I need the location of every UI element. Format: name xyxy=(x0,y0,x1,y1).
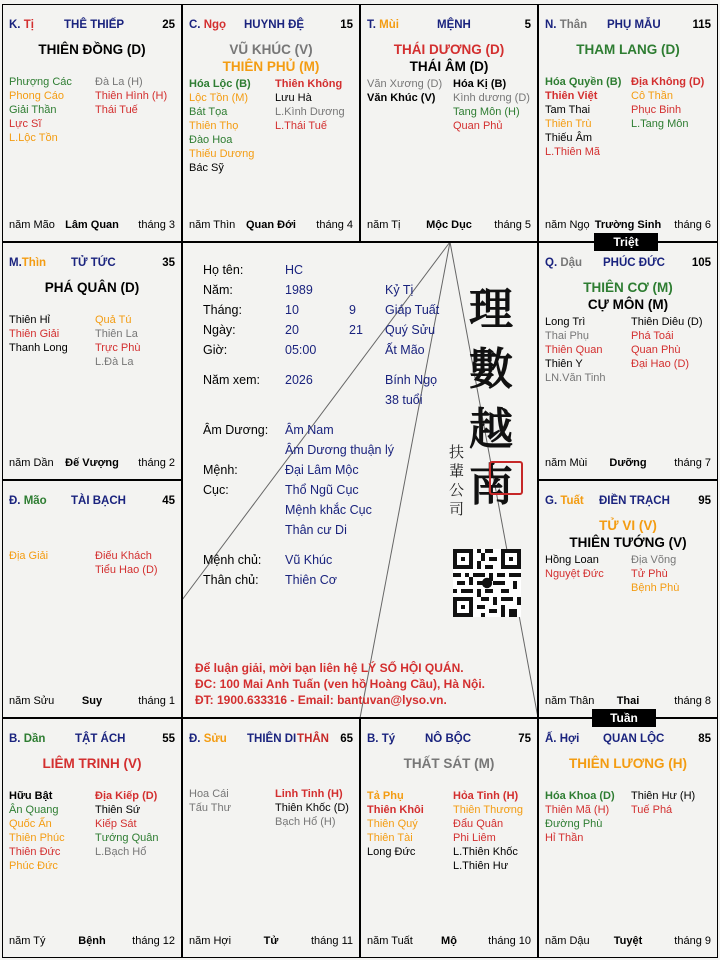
right-stars xyxy=(453,789,523,873)
minor-star: Thiên Khôi xyxy=(367,804,424,816)
qr-code[interactable] xyxy=(453,549,521,617)
minor-star: Thiên Hư (H) xyxy=(631,790,696,802)
palace-footer xyxy=(545,457,711,471)
minor-star: Tướng Quân xyxy=(95,832,159,844)
minor-star: Phục Binh xyxy=(631,104,682,116)
minor-star: Bác Sỹ xyxy=(189,162,224,174)
triet-tag: Triệt xyxy=(594,233,658,251)
minor-star: Tang Môn (H) xyxy=(453,106,520,118)
minor-star: Thiên Y xyxy=(545,358,583,370)
minor-star: Thiên La xyxy=(95,328,138,340)
contact-line-1: Để luận giải, mời bạn liên hệ LÝ SỐ HỘI QUÁN. xyxy=(195,661,464,675)
minor-star: Đào Hoa xyxy=(189,134,233,146)
palace-year: năm Tuất xyxy=(367,935,413,947)
palace-month: tháng 3 xyxy=(138,219,175,231)
minor-star: Thanh Long xyxy=(9,342,68,354)
main-stars xyxy=(539,41,717,58)
right-stars xyxy=(631,789,695,817)
palace-footer xyxy=(9,457,175,471)
minor-star: L.Thái Tuế xyxy=(275,120,327,132)
minor-star: Long Trì xyxy=(545,316,586,328)
minor-star: Thiên Trù xyxy=(545,118,592,130)
palace-footer xyxy=(367,219,531,233)
palace-year: năm Ngọ xyxy=(545,219,590,231)
palace-stage: Tử xyxy=(263,935,279,947)
palace-footer xyxy=(9,695,175,709)
minor-star: Đại Hao (D) xyxy=(631,358,690,370)
minor-star: Hỏa Tinh (H) xyxy=(453,790,519,802)
palace-month: tháng 8 xyxy=(674,695,711,707)
minor-star: Tả Phụ xyxy=(367,790,404,802)
minor-star: Phá Toái xyxy=(631,330,674,342)
minor-star: Phượng Các xyxy=(9,76,72,88)
minor-star: Tam Thai xyxy=(545,104,591,116)
minor-star: Cô Thần xyxy=(631,90,673,102)
main-star: THẤT SÁT (M) xyxy=(403,756,495,771)
left-stars xyxy=(189,787,231,815)
minor-star: Thiên Sứ xyxy=(95,804,141,816)
contact-address: ĐC: 100 Mai Anh Tuấn (ven hồ Hoàng Cầu), Hà Nội. xyxy=(195,677,486,691)
main-star: TỬ VI (V) xyxy=(599,518,657,533)
minor-star: L.Bạch Hổ xyxy=(95,846,147,858)
palace-stage: Dưỡng xyxy=(609,457,647,469)
right-stars xyxy=(453,77,530,133)
minor-star: Điếu Khách xyxy=(95,550,152,562)
minor-star: Thiên Diêu (D) xyxy=(631,316,703,328)
right-stars xyxy=(95,789,159,859)
palace-footer xyxy=(9,219,175,233)
palace-month: tháng 10 xyxy=(488,935,531,947)
palace-month: tháng 6 xyxy=(674,219,711,231)
minor-star: Hóa Khoa (D) xyxy=(545,790,615,802)
minor-star: Bệnh Phù xyxy=(631,582,680,594)
main-star: LIÊM TRINH (V) xyxy=(42,756,142,771)
minor-star: Bát Tọa xyxy=(189,106,228,118)
palace-year: năm Dậu xyxy=(545,935,590,947)
minor-star: Thiên Hỉ xyxy=(9,314,50,326)
main-stars xyxy=(3,41,181,58)
minor-star: Văn Xương (D) xyxy=(367,78,443,90)
minor-star: LN.Văn Tinh xyxy=(545,372,606,384)
main-star: THÁI DƯƠNG (D) xyxy=(393,42,505,57)
minor-star: Đẩu Quân xyxy=(453,818,504,830)
palace-year: năm Sửu xyxy=(9,695,55,707)
minor-star: Lưu Hà xyxy=(275,92,312,104)
main-star: THIÊN TƯỚNG (V) xyxy=(569,535,687,550)
minor-star: Thiên Mã (H) xyxy=(545,804,610,816)
right-stars xyxy=(631,315,703,371)
center-info: Họ tên: HC Năm: 1989 Kỷ Tị Tháng: 10 9 Giáp Tuất Ngày: 20 21 Quý Sửu Giờ: 05:00 Ất Mão Năm xem: 2026 Bính Ngọ 38 tuổi Âm Dương: Âm Nam Âm Dương thuận lý Mệnh: Đại Lâm Mộc Cục: Thổ Ngũ Cục Mệnh khắc Cục Thân cư Di Mệnh chủ: Vũ Khúc Thân chủ: Thiên Cơ 理 數 越 南 扶 輩 公 司 Để luận giải, mời bạn liên hệ LÝ SỐ HỘI QUÁN. ĐC: 100 Mai Anh Tuấn (ven hồ Hoàng Cầu), Hà Nội. ĐT: 1900.633316 - Email: bantuvan@lyso.vn. xyxy=(182,242,538,718)
minor-star: Thiên Quan xyxy=(545,344,603,356)
palace-footer xyxy=(367,935,531,949)
main-stars xyxy=(3,755,181,772)
main-stars xyxy=(183,41,359,75)
left-stars xyxy=(367,77,442,105)
palace-stage: Mộ xyxy=(441,935,457,947)
palace-stage: Bệnh xyxy=(78,935,106,947)
left-stars xyxy=(367,789,424,859)
minor-star: Hóa Quyền (B) xyxy=(545,76,622,88)
minor-star: Thiếu Âm xyxy=(545,132,593,144)
minor-star: Thiếu Dương xyxy=(189,148,255,160)
seal-side-text: 扶 輩 公 司 xyxy=(449,443,465,518)
right-stars xyxy=(275,787,349,829)
main-stars xyxy=(539,279,717,313)
contact-phone-email[interactable]: ĐT: 1900.633316 - Email: bantuvan@lyso.vn. xyxy=(195,693,447,707)
main-stars xyxy=(539,517,717,551)
palace-month: tháng 1 xyxy=(138,695,175,707)
palace-year: năm Dần xyxy=(9,457,54,469)
main-star: THIÊN CƠ (M) xyxy=(583,280,673,295)
minor-star: Thiên Khốc (D) xyxy=(275,802,349,814)
palace-ty[interactable]: B. Tý NÔ BỘC 75 THẤT SÁT (M) Tả Phụ Thiên Khôi Thiên Quý Thiên Tài Long Đức Hỏa Tinh (H) Thiên Thương Đẩu Quân Phi Liêm L.Thiên Khốc L.Thiên Hư năm Tuất Mộ tháng 10 xyxy=(360,718,538,958)
palace-year: năm Tý xyxy=(9,935,46,947)
palace-stage: Trường Sinh xyxy=(594,219,662,231)
minor-star: L.Thiên Mã xyxy=(545,146,601,158)
minor-star: Tuế Phá xyxy=(631,804,673,816)
minor-star: Phi Liêm xyxy=(453,832,496,844)
minor-star: Địa Không (D) xyxy=(631,76,705,88)
main-star: CỰ MÔN (M) xyxy=(587,297,669,312)
minor-star: Hóa Kị (B) xyxy=(453,78,507,90)
minor-star: L.Kình Dương xyxy=(275,106,345,118)
minor-star: Quan Phù xyxy=(631,344,681,356)
minor-star: Bạch Hổ (H) xyxy=(275,816,336,828)
left-stars xyxy=(545,75,621,159)
minor-star: Đà La (H) xyxy=(95,76,143,88)
left-stars xyxy=(545,553,604,581)
minor-star: Hỉ Thần xyxy=(545,832,584,844)
minor-star: Ân Quang xyxy=(9,804,59,816)
left-stars xyxy=(9,789,65,873)
minor-star: L.Thiên Hư xyxy=(453,860,509,872)
main-star: THIÊN LƯƠNG (H) xyxy=(569,756,687,771)
palace-footer xyxy=(545,935,711,949)
palace-month: tháng 5 xyxy=(494,219,531,231)
palace-month: tháng 12 xyxy=(132,935,175,947)
palace-year: năm Thân xyxy=(545,695,595,707)
minor-star: Hữu Bật xyxy=(9,790,53,802)
minor-star: L.Lộc Tồn xyxy=(9,132,58,144)
minor-star: Quả Tú xyxy=(95,314,132,326)
minor-star: Thái Tuế xyxy=(95,104,138,116)
minor-star: Giải Thần xyxy=(9,104,57,116)
palace-month: tháng 9 xyxy=(674,935,711,947)
calligraphy-char-4: 南 xyxy=(469,460,513,511)
main-stars xyxy=(3,279,181,296)
palace-hoi[interactable]: Ấ. Hợi QUAN LỘC 85 THIÊN LƯƠNG (H) Hóa Khoa (D) Thiên Mã (H) Đường Phù Hỉ Thần Thiên Hư (H) Tuế Phá năm Dậu Tuyệt tháng 9 xyxy=(538,718,718,958)
palace-stage: Mộc Dục xyxy=(426,219,472,231)
palace-mao[interactable]: Đ. Mão TÀI BẠCH 45 Địa Giải Điếu Khách Tiểu Hao (D) năm Sửu Suy tháng 1 xyxy=(2,480,182,718)
minor-star: Địa Giải xyxy=(9,550,49,562)
minor-star: Kình dương (D) xyxy=(453,92,530,104)
palace-year: năm Mão xyxy=(9,219,55,231)
minor-star: Thiên Quý xyxy=(367,818,418,830)
main-star: PHÁ QUÂN (D) xyxy=(44,280,140,295)
minor-star: Phong Cáo xyxy=(9,90,65,102)
minor-star: Kiếp Sát xyxy=(95,818,137,830)
minor-star: Thiên Phúc xyxy=(9,832,65,844)
palace-suu[interactable]: Đ. Sửu THIÊN DI THÂN 65 Hoa Cái Tấu Thư Linh Tinh (H) Thiên Khốc (D) Bạch Hổ (H) năm Hợi Tử tháng 11 xyxy=(182,718,360,958)
palace-than[interactable]: N. Thân PHỤ MẪU 115 THAM LANG (D) Hóa Quyền (B) Thiên Việt Tam Thai Thiên Trù Thiếu Âm L.Thiên Mã Địa Không (D) Cô Thần Phục Binh L.Tang Môn năm Ngọ Trường Sinh tháng 6 xyxy=(538,4,718,242)
minor-star: Long Đức xyxy=(367,846,416,858)
left-stars xyxy=(9,313,68,355)
palace-footer xyxy=(545,695,711,709)
minor-star: Thiên Giải xyxy=(9,328,60,340)
main-stars xyxy=(361,755,537,772)
minor-star: Lộc Tồn (M) xyxy=(189,92,249,104)
palace-mui[interactable]: T. Mùi MỆNH 5 THÁI DƯƠNG (D) THÁI ÂM (D) Văn Xương (D) Văn Khúc (V) Hóa Kị (B) Kình dương (D) Tang Môn (H) Quan Phủ năm Tị Mộc Dục tháng 5 xyxy=(360,4,538,242)
right-stars xyxy=(275,77,345,133)
palace-thin[interactable]: M.Thìn TỬ TỨC 35 PHÁ QUÂN (D) Thiên Hỉ Thiên Giải Thanh Long Quả Tú Thiên La Trực Phù L.Đà La năm Dần Đế Vượng tháng 2 xyxy=(2,242,182,480)
palace-year: năm Mùi xyxy=(545,457,588,469)
minor-star: Quốc Ấn xyxy=(9,818,52,830)
calligraphy-char-2: 數 xyxy=(469,344,513,395)
main-stars xyxy=(361,41,537,75)
palace-stage: Đế Vượng xyxy=(65,457,119,469)
main-star: THIÊN PHỦ (M) xyxy=(222,59,320,74)
minor-star: Địa Kiếp (D) xyxy=(95,790,158,802)
palace-stage: Thai xyxy=(616,695,640,707)
calligraphy-char-1: 理 xyxy=(469,284,513,335)
right-stars xyxy=(631,553,679,595)
palace-ti[interactable]: K. Tị THÊ THIẾP 25 THIÊN ĐỒNG (D) Phượng Các Phong Cáo Giải Thần Lực Sĩ L.Lộc Tồn Đà La (H) Thiên Hình (H) Thái Tuế năm Mão Lâm Quan tháng 3 xyxy=(2,4,182,242)
minor-star: Địa Võng xyxy=(631,554,677,566)
palace-footer xyxy=(189,935,353,949)
minor-star: L.Tang Môn xyxy=(631,118,689,130)
left-stars xyxy=(545,789,615,845)
palace-footer xyxy=(545,219,711,233)
minor-star: Thiên Hình (H) xyxy=(95,90,168,102)
main-star: THIÊN ĐỒNG (D) xyxy=(38,42,146,57)
palace-year: năm Thìn xyxy=(189,219,236,231)
red-seal xyxy=(489,461,523,495)
palace-year: năm Tị xyxy=(367,219,401,231)
main-star: VŨ KHÚC (V) xyxy=(229,42,313,57)
minor-star: Hoa Cái xyxy=(189,788,229,800)
minor-star: Tử Phù xyxy=(631,568,668,580)
calligraphy-char-3: 越 xyxy=(469,404,513,455)
minor-star: Thiên Thương xyxy=(453,804,524,816)
main-stars xyxy=(539,755,717,772)
palace-month: tháng 2 xyxy=(138,457,175,469)
minor-star: Lực Sĩ xyxy=(9,118,42,130)
minor-star: Tấu Thư xyxy=(189,802,232,814)
minor-star: Tiểu Hao (D) xyxy=(95,564,158,576)
tuan-tag: Tuần xyxy=(592,709,656,727)
palace-tuat[interactable]: G. Tuất ĐIỀN TRẠCH 95 TỬ VI (V) THIÊN TƯỚNG (V) Hồng Loan Nguyệt Đức Địa Võng Tử Phù Bệnh Phù năm Thân Thai tháng 8 xyxy=(538,480,718,718)
palace-month: tháng 11 xyxy=(310,935,353,947)
minor-star: Thiên Đức xyxy=(9,846,61,858)
minor-star: Nguyệt Đức xyxy=(545,568,604,580)
left-stars xyxy=(189,77,254,175)
right-stars xyxy=(631,75,704,131)
minor-star: L.Đà La xyxy=(95,356,134,368)
left-stars xyxy=(9,75,72,145)
minor-star: L.Thiên Khốc xyxy=(453,846,518,858)
palace-month: tháng 4 xyxy=(316,219,353,231)
palace-footer xyxy=(189,219,353,233)
minor-star: Thiên Thọ xyxy=(189,120,239,132)
palace-year: năm Hợi xyxy=(189,935,232,947)
minor-star: Linh Tinh (H) xyxy=(275,788,343,800)
minor-star: Văn Khúc (V) xyxy=(367,92,436,104)
palace-footer xyxy=(9,935,175,949)
palace-ngo[interactable]: C. Ngọ HUYNH ĐỆ 15 VŨ KHÚC (V) THIÊN PHỦ (M) Hóa Lộc (B) Lộc Tồn (M) Bát Tọa Thiên Thọ Đào Hoa Thiếu Dương Bác Sỹ Thiên Không Lưu Hà L.Kình Dương L.Thái Tuế năm Thìn Quan Đới tháng 4 xyxy=(182,4,360,242)
minor-star: Thiên Việt xyxy=(545,90,598,102)
left-stars xyxy=(545,315,606,385)
main-star: THAM LANG (D) xyxy=(576,42,680,57)
minor-star: Trực Phù xyxy=(95,342,141,354)
right-stars xyxy=(95,313,140,369)
right-stars xyxy=(95,549,158,577)
minor-star: Thiên Tài xyxy=(367,832,413,844)
palace-dan[interactable]: B. Dần TẬT ÁCH 55 LIÊM TRINH (V) Hữu Bật Ân Quang Quốc Ấn Thiên Phúc Thiên Đức Phúc Đức Địa Kiếp (D) Thiên Sứ Kiếp Sát Tướng Quân L.Bạch Hổ năm Tý Bệnh tháng 12 xyxy=(2,718,182,958)
palace-stage: Suy xyxy=(81,695,103,707)
left-stars xyxy=(9,549,48,563)
minor-star: Thai Phụ xyxy=(545,330,590,342)
minor-star: Quan Phủ xyxy=(453,120,503,132)
palace-stage: Lâm Quan xyxy=(65,219,119,231)
main-star: THÁI ÂM (D) xyxy=(409,59,489,74)
palace-month: tháng 7 xyxy=(674,457,711,469)
minor-star: Hóa Lộc (B) xyxy=(189,78,251,90)
palace-stage: Quan Đới xyxy=(246,219,296,231)
palace-stage: Tuyệt xyxy=(613,935,643,947)
palace-dau[interactable]: Q. Dậu PHÚC ĐỨC 105 THIÊN CƠ (M) CỰ MÔN (M) Long Trì Thai Phụ Thiên Quan Thiên Y LN.Văn Tinh Thiên Diêu (D) Phá Toái Quan Phù Đại Hao (D) năm Mùi Dưỡng tháng 7 xyxy=(538,242,718,480)
right-stars xyxy=(95,75,167,117)
than-tag: THÂN xyxy=(297,733,329,745)
minor-star: Hồng Loan xyxy=(545,554,599,566)
minor-star: Thiên Không xyxy=(275,78,343,90)
minor-star: Đường Phù xyxy=(545,818,603,830)
minor-star: Phúc Đức xyxy=(9,860,58,872)
